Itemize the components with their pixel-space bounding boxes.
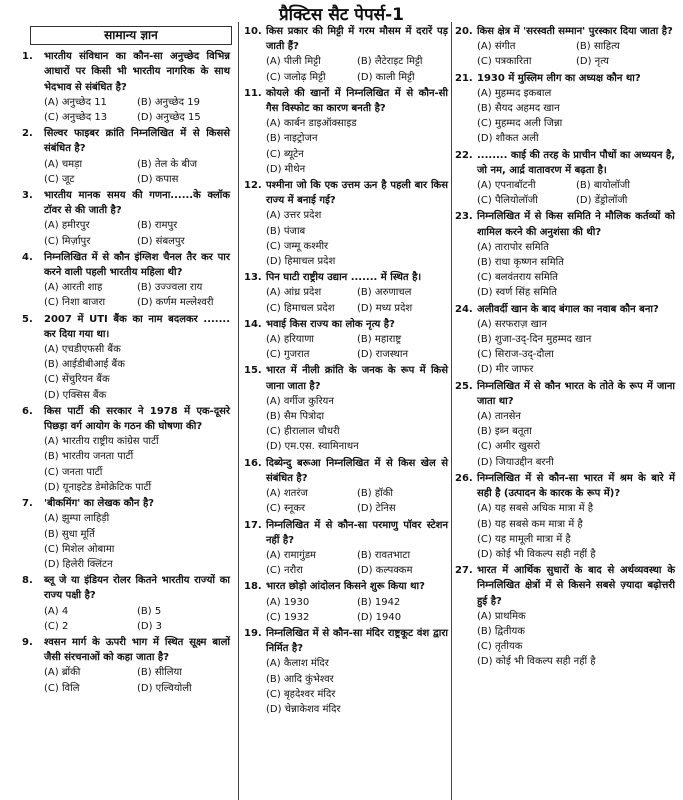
question-number: 26.	[455, 472, 473, 484]
question	[244, 270, 448, 316]
question	[244, 456, 448, 517]
option: (C) निशा बाजरा	[44, 297, 106, 309]
option: (D) हिलेरी क्लिंटन	[44, 558, 113, 570]
question-text: किस क्षेत्र में 'सरस्वती सम्मान' पुरस्कार दिया जाता है?	[477, 26, 673, 37]
question-text: दिब्येन्दु बरूआ निम्नलिखित में से किस खेल से संबंधित है?	[266, 457, 448, 484]
option: (A) आरती शाह	[44, 282, 103, 294]
question-number: 20.	[455, 26, 473, 37]
option: (A) संगीत	[477, 41, 516, 53]
option: (A) प्राथमिक	[477, 610, 526, 622]
question	[244, 579, 448, 625]
option: (A) चमड़ा	[44, 158, 83, 170]
option: (A) कैलाश मंदिर	[266, 658, 329, 670]
question-number: 25.	[455, 380, 473, 392]
option: (A) 4	[44, 605, 69, 617]
section-heading: सामान्य ज्ञान	[30, 26, 232, 45]
question-number: 23.	[455, 211, 473, 223]
option: (D) राजस्थान	[357, 349, 409, 361]
option: (B) द्वितीयक	[477, 625, 525, 637]
option: (D) शौकत अली	[477, 133, 539, 145]
question-number: 24.	[455, 303, 473, 315]
options	[44, 95, 230, 125]
options	[477, 609, 675, 670]
option: (C) जूट	[44, 173, 75, 185]
option: (D) 1940	[357, 611, 402, 623]
option: (D) अनुच्छेद 15	[137, 112, 201, 124]
question-text: ........ काई की तरह के प्राचीन पौधों का अध्ययन है, जो नम, आर्द्र वातावरण में बढ़ता है।	[477, 149, 675, 176]
question-text: 'बीकमिंग' का लेखक कौन है?	[44, 498, 155, 510]
option: (A) मुहम्मद इकबाल	[477, 87, 552, 99]
question	[244, 626, 448, 717]
option: (C) नरौरा	[266, 565, 303, 577]
question-number: 13.	[244, 272, 262, 284]
question-number: 18.	[244, 581, 262, 593]
question-text: निम्नलिखित में से किस समिति ने मौलिक कर्तव्यों को शामिल करने की अनुशंसा की थी?	[477, 211, 675, 238]
option: (C) पैलियोलॉजी	[477, 195, 538, 207]
question-text: भारत में नीली क्रांति के जनक के रूप में किसे जाना जाता है?	[266, 365, 448, 392]
question	[244, 363, 448, 454]
option: (A) कार्बन डाइऑक्साइड	[266, 118, 357, 130]
question-number: 21.	[455, 72, 473, 84]
option: (B) सैयद अहमद खान	[477, 103, 560, 115]
option: (D) मीर जाफर	[477, 364, 534, 376]
column-3	[455, 24, 675, 671]
option: (A) पीली मिट्टी	[266, 56, 321, 68]
option: (A) शतरंज	[266, 488, 308, 500]
option: (C) यह मामूली मात्रा में है	[477, 533, 571, 545]
option: (C) मिशेल ओबामा	[44, 543, 115, 555]
option: (C) 2	[44, 620, 69, 632]
option: (A) हमीरपुर	[44, 220, 90, 232]
option: (C) मुहम्मद अली जिन्ना	[477, 118, 563, 130]
option: (C) गुजरात	[266, 349, 310, 361]
options	[477, 409, 675, 470]
question-text: भारतीय मानक समय की गणना......के क्लॉक टॉवर से की जाती है?	[44, 190, 230, 217]
question	[244, 518, 448, 579]
question-text: निम्नलिखित में से कौन-सा मंदिर राष्ट्रकूट वंश द्वारा निर्मित है?	[266, 627, 448, 655]
question	[244, 24, 448, 85]
question-number: 12.	[244, 180, 262, 192]
question-text: अलीवर्दी खान के बाद बंगाल का नवाब कौन बना?	[477, 303, 659, 315]
option: (B) भारतीय जनता पार्टी	[44, 451, 134, 463]
question	[455, 471, 675, 562]
options	[477, 501, 675, 562]
option: (D) कपास	[137, 173, 179, 185]
question	[22, 250, 230, 311]
options	[266, 285, 448, 315]
option: (C) जम्मू कश्मीर	[266, 240, 329, 252]
question-number: 22.	[455, 149, 473, 161]
options	[44, 511, 230, 572]
option: (D) टेनिस	[357, 503, 396, 515]
options	[44, 280, 230, 310]
option: (B) 5	[137, 605, 162, 617]
options	[266, 595, 448, 625]
question-number: 27.	[455, 565, 473, 577]
question	[244, 86, 448, 177]
option: (B) इब्न बतूता	[477, 426, 532, 438]
option: (B) आदि कुंभेश्वर	[266, 673, 334, 685]
question	[22, 188, 230, 249]
options	[266, 394, 448, 455]
question-text: सिल्वर फाइबर क्रांति निम्नलिखित में से किससे संबंधित है?	[44, 128, 230, 155]
question	[244, 317, 448, 363]
option: (B) यह सबसे कम मात्रा में है	[477, 518, 583, 530]
options	[266, 116, 448, 177]
option: (C) हीरालाल चौधरी	[266, 426, 340, 438]
question-number: 14.	[244, 318, 262, 330]
question-number: 8.	[22, 575, 33, 587]
options	[266, 656, 448, 717]
question-number: 19.	[244, 627, 262, 639]
option: (B) रामपुर	[137, 220, 178, 232]
option: (A) तारापोर समिति	[477, 241, 549, 253]
options	[266, 332, 448, 362]
question	[22, 496, 230, 572]
option: (A) 1930	[266, 596, 310, 608]
option: (D) स्वर्ण सिंह समिति	[477, 287, 557, 299]
question	[22, 312, 230, 403]
option: (A) अनुच्छेद 11	[44, 96, 107, 108]
option: (A) झुम्पा लाहिड़ी	[44, 513, 110, 525]
option: (C) अमीर खुसरो	[477, 441, 541, 453]
option: (A) वर्गीज कुरियन	[266, 395, 334, 407]
option: (B) सैम पित्रोदा	[266, 411, 325, 423]
option: (B) सुधा मूर्ति	[44, 528, 95, 540]
options	[44, 665, 230, 695]
option: (D) जियाउद्दीन बरनी	[477, 456, 554, 468]
question-text: निम्नलिखित में से कौन इंग्लिश चैनल तैर कर पार करने वाली पहली भारतीय महिला थी?	[44, 251, 230, 279]
question-text: पश्मीना जो कि एक उत्तम ऊन है पहली बार किस राज्य में बनाई गई?	[266, 180, 448, 207]
option: (B) अरुणाचल	[357, 287, 412, 299]
question-text: 1930 में मुस्लिम लीग का अध्यक्ष कौन था?	[477, 72, 641, 84]
option: (B) तेल के बीज	[137, 158, 198, 170]
options	[266, 548, 448, 578]
option: (D) हिमाचल प्रदेश	[266, 256, 336, 268]
options	[477, 86, 675, 147]
option: (D) नृत्य	[576, 56, 609, 68]
option: (A) आंध्र प्रदेश	[266, 287, 322, 299]
option: (C) हिमाचल प्रदेश	[266, 302, 335, 314]
options	[477, 317, 675, 378]
option: (B) पंजाब	[266, 225, 306, 237]
column-2	[244, 24, 448, 718]
question-number: 4.	[22, 251, 33, 263]
option: (D) कर्णम मल्लेश्वरी	[137, 297, 214, 309]
option: (C) अनुच्छेद 13	[44, 112, 108, 124]
option: (B) अनुच्छेद 19	[137, 96, 200, 108]
options	[266, 208, 448, 269]
question-number: 16.	[244, 457, 262, 469]
question-number: 17.	[244, 519, 262, 531]
question-text: भवाई किस राज्य का लोक नृत्य है?	[266, 318, 395, 330]
option: (D) 3	[137, 620, 163, 632]
question-number: 15.	[244, 365, 262, 377]
option: (B) बायोलॉजी	[576, 180, 630, 192]
question-text: किस प्रकार की मिट्टी में गरम मौसम में दरारें पड़ जाती हैं?	[266, 26, 448, 53]
question	[455, 302, 675, 378]
question-number: 11.	[244, 87, 262, 99]
question-text: श्वसन मार्ग के ऊपरी भाग में स्थित सूक्ष्म बालों जैसी संरचनाओं को कहा जाता है?	[44, 636, 230, 664]
page-title: प्रैक्टिस सैट पेपर्स-1	[279, 5, 404, 25]
options	[266, 486, 448, 516]
option: (C) जनता पार्टी	[44, 466, 103, 478]
question	[455, 71, 675, 147]
option: (B) हॉकी	[357, 488, 394, 500]
question	[22, 573, 230, 634]
question	[455, 148, 675, 209]
question-number: 2.	[22, 128, 33, 140]
question-text: किस पार्टी की सरकार ने 1978 में एक-दूसरे पिछड़ा वर्ग आयोग के गठन की घोषणा की?	[44, 405, 230, 433]
option: (B) आईडीबीआई बैंक	[44, 359, 125, 371]
question	[244, 178, 448, 269]
question	[455, 563, 675, 669]
question-text: निम्नलिखित में से कौन भारत के तोते के रूप में जाना जाता था?	[477, 380, 675, 407]
option: (B) सीलिया	[137, 667, 182, 679]
option: (A) एचडीएफसी बैंक	[44, 344, 121, 356]
option: (A) सरफराज़ खान	[477, 318, 547, 330]
option: (B) रावतभाटा	[357, 549, 411, 561]
option: (C) स्नूकर	[266, 503, 306, 515]
option: (D) मीथेन	[266, 163, 306, 175]
column-divider	[238, 22, 239, 800]
option: (D) डेंड्रोलॉजी	[576, 195, 628, 207]
options	[266, 54, 448, 84]
question	[455, 24, 675, 70]
option: (D) कल्पक्कम	[357, 565, 413, 577]
option: (A) भारतीय राष्ट्रीय कांग्रेस पार्टी	[44, 436, 159, 448]
option: (C) पत्रकारिता	[477, 56, 532, 68]
option: (A) उत्तर प्रदेश	[266, 210, 322, 222]
option: (A) रामागुंडम	[266, 549, 317, 561]
option: (A) तानसेन	[477, 411, 521, 423]
options	[44, 342, 230, 403]
question	[22, 49, 230, 125]
question	[455, 209, 675, 300]
question-text: ब्लू जे या इंडियन रोलर कितने भारतीय राज्यों का राज्य पक्षी है?	[44, 575, 230, 602]
options	[44, 157, 230, 187]
option: (D) कोई भी विकल्प सही नहीं है	[477, 656, 596, 668]
question-number: 5.	[22, 313, 33, 325]
options	[44, 604, 230, 634]
option: (C) तृतीयक	[477, 641, 523, 653]
option: (C) सिराज-उद्-दौला	[477, 349, 554, 361]
option: (B) साहित्य	[576, 41, 620, 53]
option: (C) बृहदेश्वर मंदिर	[266, 688, 336, 700]
option: (B) 1942	[357, 596, 401, 608]
option: (C) बलवंतराय समिति	[477, 272, 558, 284]
option: (A) ब्रोंकी	[44, 667, 81, 679]
question-text: कोयले की खानों में निम्नलिखित में से कौन-सी गैस विस्फोट का कारण बनती है?	[266, 87, 448, 115]
option: (C) जलोढ़ मिट्टी	[266, 71, 326, 83]
option: (D) एक्सिस बैंक	[44, 389, 107, 401]
options	[477, 178, 675, 208]
option: (D) संबलपुर	[137, 235, 185, 247]
option: (C) 1932	[266, 611, 310, 623]
question-number: 6.	[22, 405, 33, 417]
option: (C) मिर्ज़ापुर	[44, 235, 91, 247]
question-text: निम्नलिखित में से कौन-सा भारत में श्रम के बारे में सही है (उत्पादन के कारक के रूप में)?	[477, 472, 675, 500]
column-divider	[451, 22, 452, 800]
question-number: 7.	[22, 498, 33, 510]
option: (D) एल्वियोली	[137, 682, 192, 694]
option: (C) ब्यूटेन	[266, 148, 304, 160]
question	[22, 635, 230, 696]
option: (D) काली मिट्टी	[357, 71, 415, 83]
option: (C) विलि	[44, 682, 80, 694]
options	[477, 39, 675, 69]
question-number: 1.	[22, 51, 33, 63]
question-text: भारतीय संविधान का कौन-सा अनुच्छेद विभिन्न आधारों पर किसी भी भारतीय नागरिक के साथ भेदभाव से संबंधित है?	[44, 51, 230, 93]
option: (D) एम.एस. स्वामिनाथन	[266, 441, 359, 453]
option: (C) सेंचुरियन बैंक	[44, 374, 110, 386]
option: (B) राधा कृष्णन समिति	[477, 257, 564, 269]
option: (D) यूनाइटेड डेमोक्रेटिक पार्टी	[44, 481, 152, 493]
question-text: भारत में आर्थिक सुधारों के बाद से अर्थव्यवस्था के निम्नलिखित क्षेत्रों में से किसने सबसे ज़्यादा बढ़ोत्तरी हुई है?	[477, 565, 675, 607]
option: (D) चेन्नाकेशव मंदिर	[266, 703, 341, 715]
question-text: भारत छोड़ो आंदोलन किसने शुरू किया था?	[266, 581, 425, 593]
question-number: 3.	[22, 190, 33, 202]
option: (B) नाइट्रोजन	[266, 133, 318, 145]
question-text: निम्नलिखित में से कौन-सा परमाणु पॉवर स्टेशन नहीं है?	[266, 519, 448, 546]
option: (B) लैटेराइट मिट्टी	[357, 56, 423, 68]
question	[22, 404, 230, 495]
question	[455, 379, 675, 470]
options	[44, 434, 230, 495]
option: (A) एपनाबॉटनी	[477, 180, 536, 192]
option: (A) यह सबसे अधिक मात्रा में है	[477, 503, 594, 515]
option: (D) मध्य प्रदेश	[357, 302, 413, 314]
option: (A) हरियाणा	[266, 334, 315, 346]
options	[477, 240, 675, 301]
option: (D) कोई भी विकल्प सही नहीं है	[477, 548, 596, 560]
option: (B) महाराष्ट्र	[357, 334, 402, 346]
column-1	[22, 24, 230, 697]
option: (B) शुजा-उद्-दिन मुहम्मद खान	[477, 334, 592, 346]
question-text: 2007 में UTI बैंक का नाम बदलकर ....... कर दिया गया था।	[44, 313, 230, 340]
question-number: 10.	[244, 26, 262, 37]
question-number: 9.	[22, 636, 33, 648]
option: (B) उज्ज्वला राय	[137, 282, 203, 294]
question-text: पिन घाटी राष्ट्रीय उद्यान ....... में स्थित है।	[266, 272, 422, 284]
question	[22, 126, 230, 187]
options	[44, 218, 230, 248]
